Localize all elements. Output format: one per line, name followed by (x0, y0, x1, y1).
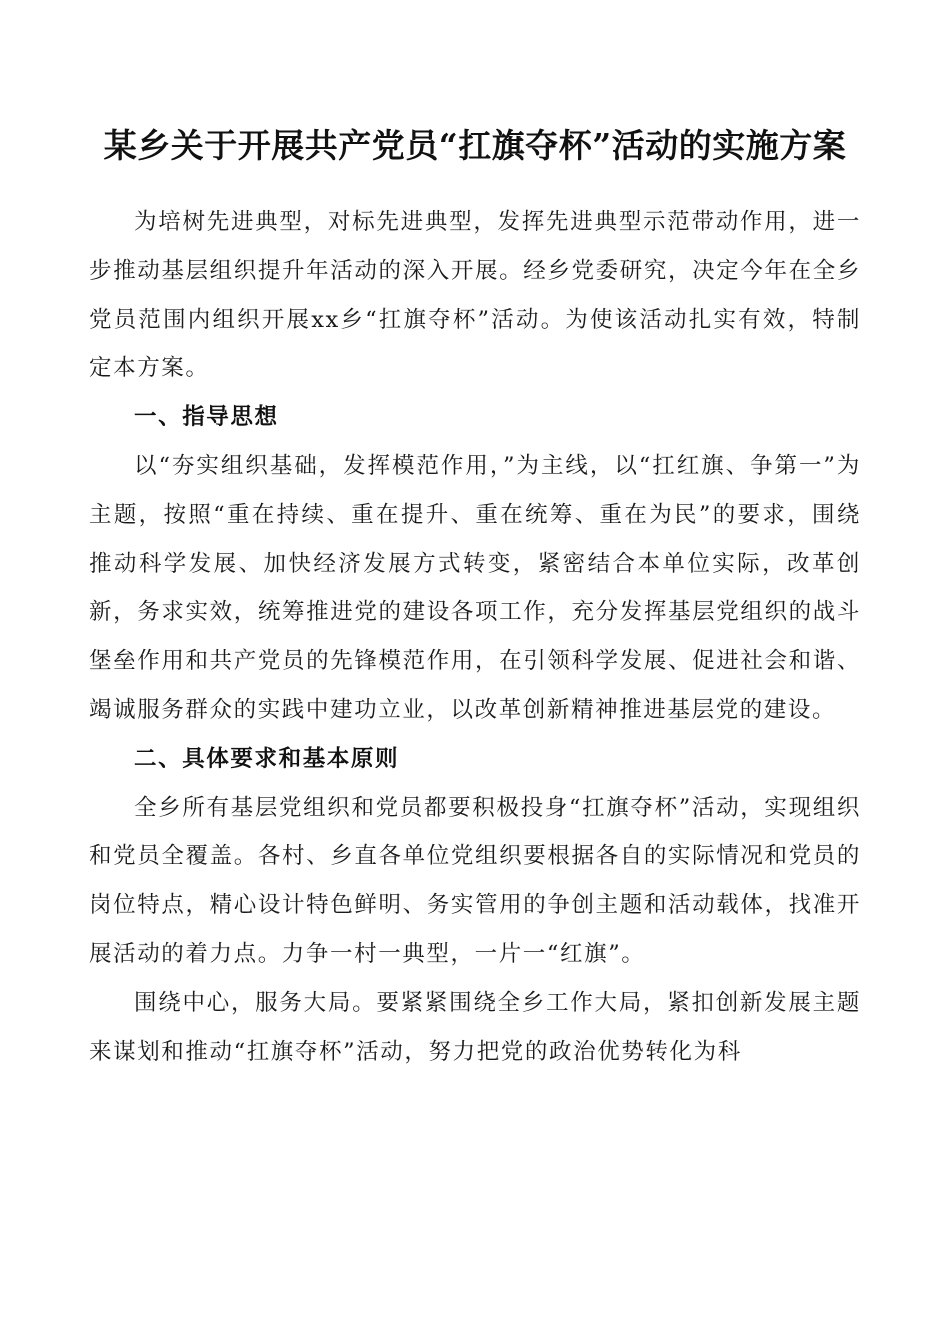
paragraph-intro: 为培树先进典型，对标先进典型，发挥先进典型示范带动作用，进一步推动基层组织提升年活动的深入开展。经乡党委研究，决定今年在全乡党员范围内组织开展xx乡“扛旗夺杯”活动。为使该活动扎实有效，特制定本方案。 (89, 209, 861, 382)
document-body (89, 198, 861, 1076)
paragraph-guiding-thought: 以“夯实组织基础，发挥模范作用，”为主线，以“扛红旗、争第一”为主题，按照“重在持续、重在提升、重在统筹、重在为民”的要求，围绕推动科学发展、加快经济发展方式转变，紧密结合本单位实际，改革创新，务求实效，统筹推进党的建设各项工作，充分发挥基层党组织的战斗堡垒作用和共产党员的先锋模范作用，在引领科学发展、促进社会和谐、竭诚服务群众的实践中建功立业，以改革创新精神推进基层党的建设。 (89, 452, 861, 723)
section-heading-requirements: 二、具体要求和基本原则 (134, 745, 400, 772)
paragraph-center-service: 围绕中心，服务大局。要紧紧围绕全乡工作大局，紧扣创新发展主题来谋划和推动“扛旗夺杯”活动，努力把党的政治优势转化为科 (89, 989, 861, 1065)
document-title: 某乡关于开展共产党员“扛旗夺杯”活动的实施方案 (103, 126, 847, 165)
document-page (89, 122, 861, 1076)
section-heading-guiding-thought: 一、指导思想 (134, 404, 279, 431)
paragraph-requirements: 全乡所有基层党组织和党员都要积极投身“扛旗夺杯”活动，实现组织和党员全覆盖。各村、乡直各单位党组织要根据各自的实际情况和党员的岗位特点，精心设计特色鲜明、务实管用的争创主题和活动载体，找准开展活动的着力点。力争一村一典型，一片一“红旗”。 (89, 794, 861, 967)
